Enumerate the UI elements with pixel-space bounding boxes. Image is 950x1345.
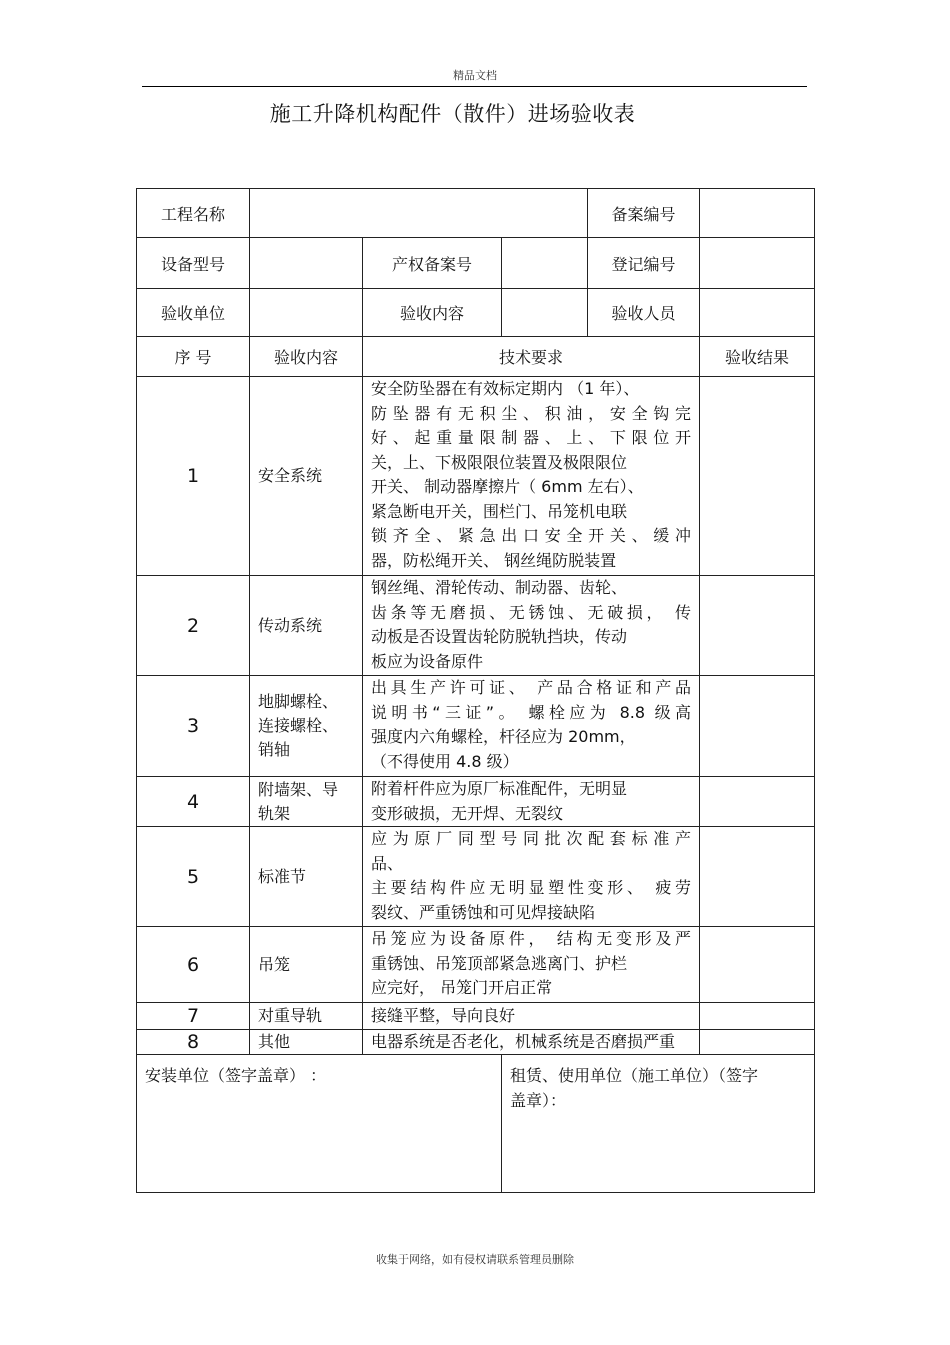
record-no-value[interactable]: [700, 189, 815, 238]
device-model-label: 设备型号: [137, 238, 250, 289]
row-no: 3: [137, 676, 250, 777]
accept-content-value[interactable]: [502, 289, 588, 337]
project-name-value[interactable]: [250, 189, 588, 238]
acceptance-table: [136, 188, 815, 1193]
register-no-value[interactable]: [700, 238, 815, 289]
accept-unit-value[interactable]: [250, 289, 363, 337]
row-req: 安全防坠器在有效标定期内 （1 年）、 防坠器有无积尘、积油，安全钩完 好、起重量限制器、上、下限位开 关，上、下极限限位装置及极限限位 开关、 制动器摩擦片（ 6mm 左右）、 紧急断电开关，围栏门、吊笼机电联 锁齐全、紧急出口安全开关、缓冲 器，防松绳开关、 钢丝绳防脱装置: [363, 377, 700, 576]
row-req: 电器系统是否老化，机械系统是否磨损严重: [363, 1030, 700, 1055]
table-row: [137, 777, 815, 827]
table-row: [137, 676, 815, 777]
row-result[interactable]: [700, 576, 815, 676]
accept-person-label: 验收人员: [588, 289, 700, 337]
row-req: 应为原厂同型号同批次配套标准产 品、 主要结构件应无明显塑性变形、 疲劳 裂纹、严重锈蚀和可见焊接缺陷: [363, 827, 700, 927]
row-content: 其他: [250, 1030, 363, 1055]
page-title: 施工升降机构配件（散件）进场验收表: [269, 102, 636, 126]
accept-person-value[interactable]: [700, 289, 815, 337]
table-row: [137, 377, 815, 576]
device-model-value[interactable]: [250, 238, 363, 289]
page-footer: 收集于网络，如有侵权请联系管理员删除: [376, 1253, 574, 1266]
accept-unit-label: 验收单位: [137, 289, 250, 337]
row-result[interactable]: [700, 827, 815, 927]
row-req: 接缝平整，导向良好: [363, 1003, 700, 1030]
col-seq-header: 序 号: [137, 337, 250, 377]
row-no: 5: [137, 827, 250, 927]
row-no: 6: [137, 927, 250, 1003]
row-result[interactable]: [700, 676, 815, 777]
row-req: 附着杆件应为原厂标准配件，无明显 变形破损，无开焊、无裂纹: [363, 777, 700, 827]
table-row: [137, 927, 815, 1003]
row-req: 出具生产许可证、 产品合格证和产品 说明书“三证”。 螺栓应为 8.8 级高 强度内六角螺栓，杆径应为 20mm， （不得使用 4.8 级）: [363, 676, 700, 777]
project-name-label: 工程名称: [137, 189, 250, 238]
row-no: 4: [137, 777, 250, 827]
install-unit-signature[interactable]: 安装单位（签字盖章） ：: [137, 1055, 502, 1193]
col-result-header: 验收结果: [700, 337, 815, 377]
table-row: [137, 1030, 815, 1055]
register-no-label: 登记编号: [588, 238, 700, 289]
row-content: 对重导轨: [250, 1003, 363, 1030]
record-no-label: 备案编号: [588, 189, 700, 238]
row-result[interactable]: [700, 927, 815, 1003]
row-no: 2: [137, 576, 250, 676]
row-result[interactable]: [700, 777, 815, 827]
table-row: [137, 1003, 815, 1030]
row-result[interactable]: [700, 1003, 815, 1030]
row-no: 7: [137, 1003, 250, 1030]
row-result[interactable]: [700, 1030, 815, 1055]
property-record-no-label: 产权备案号: [363, 238, 502, 289]
lessee-unit-signature[interactable]: 租赁、使用单位（施工单位）（签字 盖章）：: [502, 1055, 815, 1193]
row-content: 标准节: [250, 827, 363, 927]
row-content: 传动系统: [250, 576, 363, 676]
row-content: 吊笼: [250, 927, 363, 1003]
header-divider: [142, 86, 807, 87]
row-no: 8: [137, 1030, 250, 1055]
row-req: 吊笼应为设备原件， 结构无变形及严 重锈蚀、吊笼顶部紧急逃离门、护栏 应完好， 吊笼门开启正常: [363, 927, 700, 1003]
col-req-header: 技术要求: [363, 337, 700, 377]
table-row: [137, 827, 815, 927]
page-header: 精品文档: [453, 69, 497, 82]
row-content: 地脚螺栓、 连接螺栓、 销轴: [250, 676, 363, 777]
row-result[interactable]: [700, 377, 815, 576]
col-content-header: 验收内容: [250, 337, 363, 377]
table-row: [137, 576, 815, 676]
row-content: 附墙架、导 轨架: [250, 777, 363, 827]
row-content: 安全系统: [250, 377, 363, 576]
property-record-no-value[interactable]: [502, 238, 588, 289]
accept-content-label: 验收内容: [363, 289, 502, 337]
row-req: 钢丝绳、滑轮传动、制动器、齿轮、 齿条等无磨损、无锈蚀、无破损， 传 动板是否设置齿轮防脱轨挡块，传动 板应为设备原件: [363, 576, 700, 676]
row-no: 1: [137, 377, 250, 576]
